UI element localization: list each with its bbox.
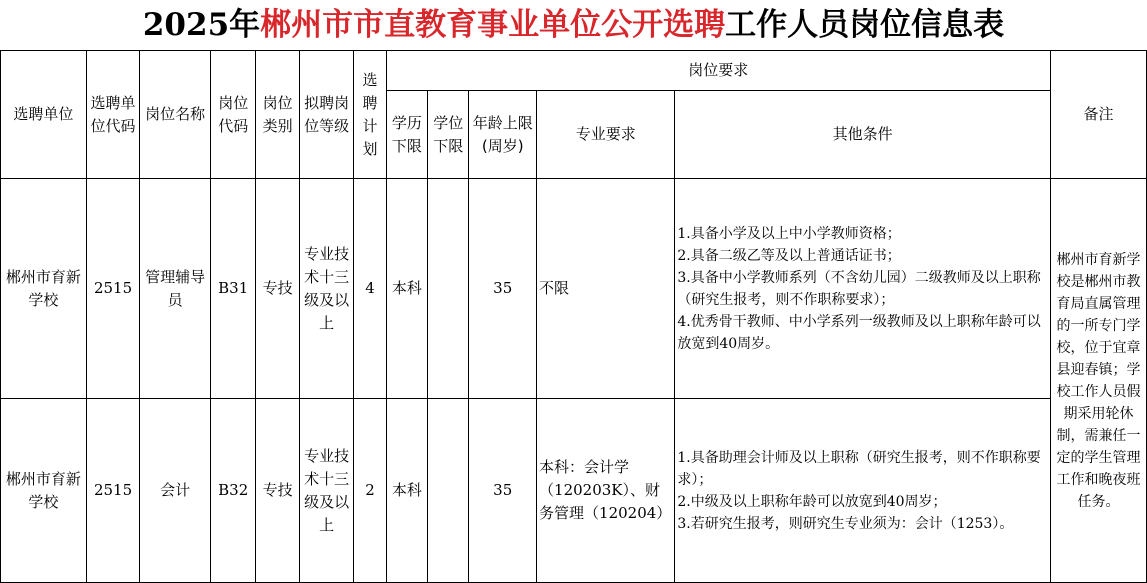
cell-post-name: 管理辅导员	[140, 179, 211, 399]
title-year: 2025年	[142, 7, 261, 43]
header-unit-code: 选聘单位代码	[86, 51, 140, 179]
cell-unit: 郴州市育新学校	[1, 179, 87, 399]
cell-unit-code: 2515	[86, 179, 140, 399]
header-other: 其他条件	[675, 91, 1051, 179]
condition-item: 3.具备中小学教师系列（不含幼儿园）二级教师及以上职称（研究生报考，则不作职称要求）；	[677, 269, 1041, 308]
header-post-name: 岗位名称	[140, 51, 211, 179]
condition-item: 2.具备二级乙等及以上普通话证书；	[677, 247, 901, 264]
cell-unit: 郴州市育新学校	[1, 399, 87, 583]
cell-remark: 郴州市育新学校是郴州市教育局直属管理的一所专门学校，位于宜章县迎春镇；学校工作人员假期采用轮休制，需兼任一定的学生管理工作和晚夜班任务。	[1050, 179, 1146, 583]
cell-edu-min: 本科	[386, 399, 427, 583]
cell-post-type: 专技	[256, 179, 299, 399]
cell-post-level: 专业技术十三级及以上	[299, 179, 354, 399]
cell-major: 不限	[537, 179, 675, 399]
cell-unit-code: 2515	[86, 399, 140, 583]
header-remark: 备注	[1050, 51, 1146, 179]
page-title	[0, 0, 1147, 50]
condition-item: 3.若研究生报考，则研究生专业须为：会计（1253）。	[677, 515, 1014, 532]
condition-item: 2.中级及以上职称年龄可以放宽到40周岁；	[677, 493, 947, 510]
title-highlight: 郴州市市直教育事业单位公开选聘	[260, 7, 726, 43]
table-row	[1, 179, 1147, 399]
cell-post-type: 专技	[256, 399, 299, 583]
cell-age-max: 35	[469, 179, 537, 399]
cell-post-code: B32	[210, 399, 255, 583]
condition-item: 1.具备助理会计师及以上职称（研究生报考，则不作职称要求）；	[677, 449, 1041, 488]
cell-plan: 2	[354, 399, 386, 583]
condition-item: 4.优秀骨干教师、中小学系列一级教师及以上职称年龄可以放宽到40周岁。	[677, 313, 1041, 352]
cell-age-max: 35	[469, 399, 537, 583]
cell-post-level: 专业技术十三级及以上	[299, 399, 354, 583]
header-major: 专业要求	[537, 91, 675, 179]
cell-other-conditions	[675, 399, 1051, 583]
header-unit: 选聘单位	[1, 51, 87, 179]
header-post-code: 岗位代码	[210, 51, 255, 179]
header-post-type: 岗位类别	[256, 51, 299, 179]
cell-post-code: B31	[210, 179, 255, 399]
cell-degree-min	[428, 179, 469, 399]
table-row	[1, 399, 1147, 583]
job-info-table	[0, 50, 1147, 583]
cell-other-conditions	[675, 179, 1051, 399]
header-requirements: 岗位要求	[386, 51, 1050, 91]
header-post-level: 拟聘岗位等级	[299, 51, 354, 179]
cell-edu-min: 本科	[386, 179, 427, 399]
header-degree-min: 学位下限	[428, 91, 469, 179]
cell-post-name: 会计	[140, 399, 211, 583]
title-suffix: 工作人员岗位信息表	[725, 7, 1005, 43]
cell-plan: 4	[354, 179, 386, 399]
header-plan: 选聘计划	[354, 51, 386, 179]
cell-degree-min	[428, 399, 469, 583]
cell-major: 本科：会计学（120203K）、财务管理（120204）	[537, 399, 675, 583]
header-age-max: 年龄上限(周岁)	[469, 91, 537, 179]
condition-item: 1.具备小学及以上中小学教师资格；	[677, 225, 901, 242]
header-edu-min: 学历下限	[386, 91, 427, 179]
